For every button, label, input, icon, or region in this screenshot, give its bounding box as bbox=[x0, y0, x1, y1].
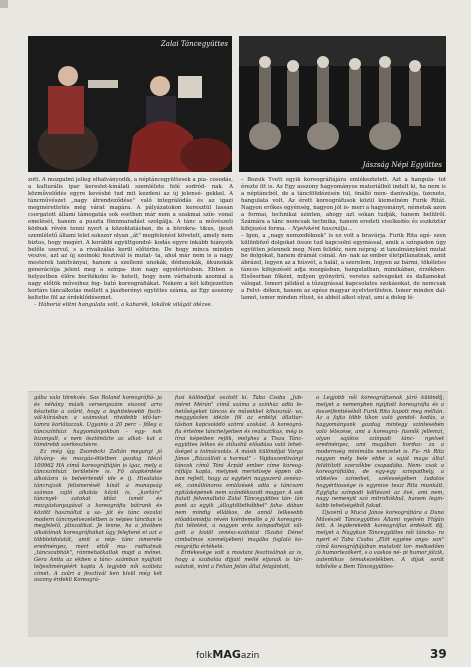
article-paragraph: – Bozsik Yvett egyik koreográfiájára emlékeztetett. Azt a hangula- tot érezte itt is. Az Egy asszony hagyományos materiálból indult ki, ha nem is a néptáncból, de a táncfölidézésén túl, önálló mon- danivalója, üzenete, hangulata volt. Az érett koreográfusok közül kiemelném Furik Ritát. Nagyon erőkes egyénség, nagyon jól is- meri a hagyományt, németak azon a formai, technikai szinten, ahogy azt sokan tudják, hanem belülről. Számára a tánc nemcsak technika, hanem eredeti viselkedés és eszköztár kifejezési forma. – Nyelvként használja... bbox=[241, 177, 447, 232]
article-paragraph: – Igen, a „nagy nemzedéknek" is ez volt a bravúrja. Furik Rita egé- szen különböző dolgokat össze tud kapcsolni egymással, amik a színpadon úgy együtten jelennek meg. Nem felidéz, nem népraj- zi tanulmányként mutat be dolgokat, hanem drámát csinál. An- nak az ember életpillanatnak, amit ábrázol, legyen az a húsvét, a halál, a szerelem, legyen az bármi, tökéletes táncos kifejezését adja mozgásban, hangulatban, mimikában, érzékben. Elsősorban főként, milyen gyönyörű, veretes szövegeket és dallamokat válogat. Ismeri például a tűzugrással kapcsolatos szokásokat, de nemcsak a Felvi- déken, hanem az egész magyar nyelvterületen. Ismer minden dal- lamot, ismer minden rítust, és abból alkot olyat, ami a dolog lé- bbox=[241, 232, 447, 302]
box-paragraph: gába vala törekvés. Sas Roland koreográfiá- ja és néhány másik versenyszám viszont arra késztette a zsűrit, hogy a leghitelesebb fiszti- vál-kíírásban a számokat rövidebb idő-tar- tamra korlátozzuk. Ugyanis a 20 perc – főleg a táncszínházi hagyományokban – egy- nak bizonyult, s nem ösztönözte az alkot- kat a tömörebb szerkesztésre. bbox=[34, 395, 163, 449]
box-paragraph: Érdekesége volt a mostani fesztiválnak az is, hogy a szaboláa dijjait mellé eljanak is tár- sulatok, mint a Feltán Jelán által felajánlott, bbox=[175, 550, 303, 570]
logo-part-azin: azin bbox=[240, 651, 260, 661]
photo-ensemble-image bbox=[239, 36, 446, 172]
page-number: 39 bbox=[430, 647, 447, 661]
box-paragraph: Ez még így, Zsombcki Zoltán meganyi jó látvány- és mozgás-ötletben gazdag Idéző 100962 HA című koreográfiáján is igaz, mely a táncszínházi területére is. Fő alapkérdése alkotásra is beleértendő ide e íj. Hivatalos táncrajzok felismerését kínál a manapság számos zajló alkotás közül is, „kortárs" táncnyel- zatokat időzi ismét és mozgástanyagával a koreográfia bátrunk és között használtat a sa- ját és tánc oszalai modern táncnyelvezetétben is népies táncban is megfelelő, játszatikat. Je lenne, ha a jövőben alkotóinak koreográfiaikat úgy felejtené el azt a többletdolatát, amit a nép- tánc ismerete eredményez, mert ettől ma- radhatnak „táncszabhák", ránmehatkatlak majd a mőnei. Gera Anita az ekben a tánc- számban nyújtott teljesítményéért kapta A legjobb női szólista címet. A zsűri a fesztivál ken kívül még két aszony érdekli Koreográ- bbox=[34, 449, 163, 584]
photo-jaszsag-ensemble bbox=[239, 36, 446, 172]
box-paragraph: fusi különdíjat osztott ki. Taba Csaba „Jub- méret Mérán" című száma a színház adta le- hetőségeket táncos és művekkel kihasznál- va, meggyőzően idézte föl az erdélyi állattar- tásban kapcsolódó szörni szokást. A koreográ- fia értelme tánchelyeiben és realisztikus, még is lírai képeiben rejlik, melyhez a Tisza Tánc- együttes lelkes és stílushű előadása való lehet- őséget a tolmácsolás. A másik különdíjat Varga János „Rázzálloti a harmat" – Vajdaszentiványi táncok című Tóni Árpád ember címe koreog- ráfiája kapta, melynek meristiseje éppen ab- ban rejlett, hogy az egyhéri nagyszerű zenész- ek, csinállónoros emlőzések adta a táncsam nyitásképének nem szándékozott magyar. A sok fiatalt felvonultató Zalai Táncegyüttes tán- lán pont az egyik „állagtöltethőbbel" faha- dában nem mindig ellátkos, de annál lelkesebb előadásmódja révén kiérdemelte a jó koreográ- fiai tétetést, a nagyon erős színpadhéját vál- gott a kisiöl zenész-szólistat (Szabó Dénel cimbalmos személyében) magába foglaló ko- reográfia értékelé. bbox=[175, 395, 304, 550]
photo-caption-right: Jászság Népi Együttes bbox=[362, 161, 442, 169]
box-paragraph: a Legjobb női koreográfusnak járó különdíj, melyet a nemenyben nyújtott koreográfia és a összetfentiéséből Furik Rita kapott meg méltán. Az a fajta több tíkon való gondol- kodás, a hagyományunk gazdag mintegy szintesebén való létezése, ami a koreográ- fusnők jellemzi, olyan sajátos színpadi tánc- nyelvet eredményez, ami magában hordoz- za a modernség minimális nemzetet is. Fu- rik Rita nagyon mély bele ebbe a saját maga által feláttított szerzőkbe csapadába. Nem- csak a koreográfiáiba, de egy-egy szinpadhely, a vibkeles színeiket, szélességében tudatos hogyértiossége is egymive teszi Rita munkáit. Egyfajta színpadi költészet az övé, ami nem, nagy nemenyit szó mitroltókbul, hanem legin- kább tehetségéből fakad. bbox=[316, 395, 445, 509]
photo-zalai-dancers bbox=[28, 36, 232, 172]
article-paragraph: zott. A mozgalmi jelleg elhalványodik, a néptáncegyüttesek a pia- cosodás, a kulturális ipar kereslet-kínálati szemlélete felé sodród- nak. A közművelődés egyre kevésbé tud mit kezdeni az új jelensé- gekkel. A táncművészet „nagy átrendeződése" való integrálódás és az igazi megmérettetés még várat magára. A pályázatokon keresztül lassan csorgatott állami támogatás sok esetben már nem a szakmai szín- vonal emelését, hanem a puszta fönnmaradást szolgálja. A tánc a művészeti ködnak révén tenni nyert a közoktatásban, de a bürokra- tikus, ijeszt szemléletű állami lelet sokszor olyan „át" megfelenést követelt, amely nem biztos, hogy megéri. A korábbi együttgondol- kodás egyre inkább hiányzik belőle szervul, s a rivalizálás kerül előtérbe. De hogy minca minden veszve, azt az új szolnoki fesztivál is mutat- ta, ahol már nem is a nagy mesterek tanítványai, hanem a szellemi unokák, dédunokák, ükunokák generációja jelent meg a színpa- don nagy egyetértésben. Ebben a helyzetben élőre borítékolni le- hetett, hogy nem várhatunk azonnal a nagy előtök műveihez fog- ható koreográfiákat. Nekem a két kifejezetten kortárs táncalkotás mellett a jászberényi együttes száma, az Egy asszony keltette föl az érdeklődésemet. bbox=[28, 177, 234, 302]
logo-part-mag: MAG bbox=[212, 648, 241, 661]
box-paragraph: Újszerű a Mucsi János koreográfiára a Duna Művészét Táncegyüttes Állami nyelvén Flóján lett. A legderekebb koreográfiai érdekelt díj, melyet a Nagykun Táncegyüttes női táncka- ra nyert el Taba Csaba „Elöt egyéne anyo- son" című koreográfiájában mutatott tor- melkedően jó humortezőkért, s a vaskos né- pi humor jólzik, autentikus témakezetékben. A díjak sorát kibővíte a Bem Táncegyüttes- bbox=[316, 509, 445, 570]
page-corner bbox=[0, 0, 8, 8]
article-column-1 bbox=[28, 177, 233, 309]
interviewer-question: – Háborúi elitni hangulata volt, a kabarék, lokálok világát idézve. bbox=[34, 302, 213, 309]
box-column-2 bbox=[175, 395, 303, 571]
article-column-2 bbox=[241, 177, 446, 302]
box-column-3 bbox=[316, 395, 444, 571]
photo-dancers-image bbox=[28, 36, 232, 172]
logo-part-folk: folk bbox=[196, 651, 213, 661]
box-column-1 bbox=[34, 395, 162, 584]
photo-caption-left: Zalai Táncegyüttes bbox=[160, 40, 228, 48]
magazine-logo bbox=[196, 648, 259, 661]
